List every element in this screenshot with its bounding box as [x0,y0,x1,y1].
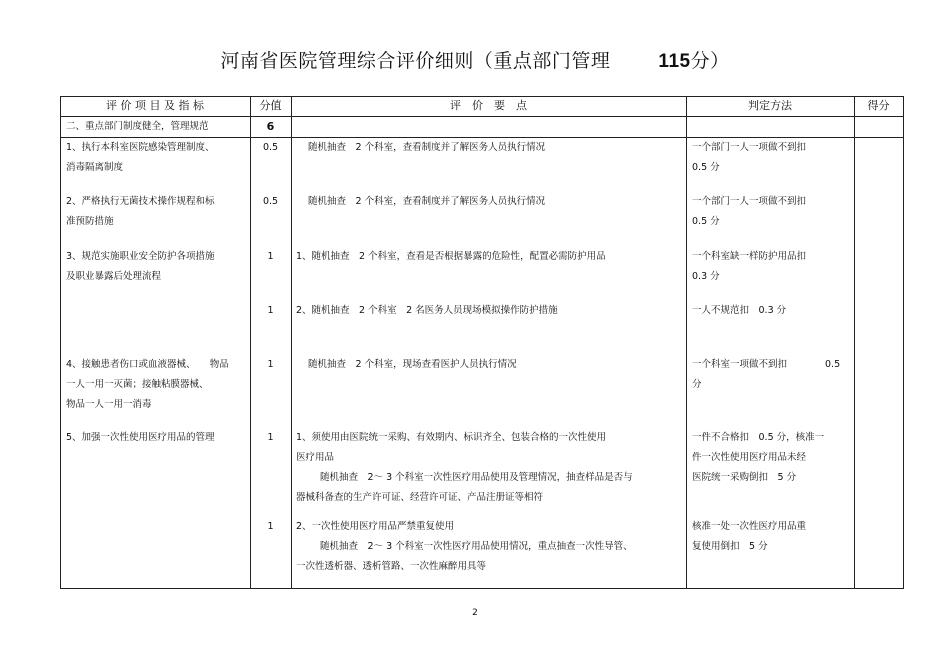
table-row-item [66,355,250,415]
item-line: 5、加强一次性使用医疗用品的管理 [66,432,215,443]
points-line: 随机抽查 2 个科室，查看制度并了解医务人员执行情况 [308,142,546,153]
method-line: 件一次性使用医疗用品未经 [692,452,807,463]
table-row-item [66,138,250,178]
row-score: 1 [267,305,274,316]
row-method [692,428,852,488]
page-number: 2 [472,608,478,618]
points-text: 随机抽查 2～ 3 个科室一次性医疗用品使用情况，重点抽查一次性导管、 [320,541,633,552]
section-score: 6 [266,120,275,133]
col-border-score [250,96,251,589]
method-line: 一个科室一项做不到扣 0.5 [692,359,841,370]
points-line: 2、随机抽查 2 个科室 2 名医务人员现场模拟操作防护措施 [296,305,558,316]
title-main: 河南省医院管理综合评价细则（重点部门管理 [220,50,611,72]
points-line [296,468,684,488]
row-method [692,301,852,321]
row-method [692,517,852,557]
evaluation-table [60,96,904,589]
points-line: 2、一次性使用医疗用品严禁重复使用 [296,521,455,532]
title-score: 115 [658,51,691,72]
item-line: 一人一用一灭菌；接触粘膜器械、 [66,379,209,390]
method-line: 复使用倒扣 5 分 [692,541,768,552]
method-line: 分 [692,379,702,390]
row-score: 0.5 [262,196,279,207]
header-score: 分值 [259,99,282,112]
method-line: 一人不规范扣 0.3 分 [692,305,787,316]
row-method [692,138,852,178]
points-line: 1、随机抽查 2 个科室，查看是否根据暴露的危险性，配置必需防护用品 [296,251,606,262]
item-line: 1、执行本科室医院感染管理制度、 [66,142,215,153]
header-result: 得分 [867,99,890,112]
col-border-points [291,96,292,589]
item-line: 2、严格执行无菌技术操作规程和标 [66,196,215,207]
method-line: 0.5 分 [692,216,720,227]
title-unit: 分） [690,50,730,72]
points-line: 1、须使用由医院统一采购、有效期内、标识齐全、包装合格的一次性使用 [296,432,607,443]
method-line: 医院统一采购倒扣 5 分 [692,472,797,483]
row-points [296,301,684,321]
points-line [296,537,684,557]
method-line: 一个部门一人一项做不到扣 [692,196,807,207]
points-line: 随机抽查 2 个科室，查看制度并了解医务人员执行情况 [308,196,546,207]
row-score: 0.5 [262,142,279,153]
item-line: 及职业暴露后处理流程 [66,271,162,282]
points-line: 一次性透析器、透析管路、一次性麻醉用具等 [296,561,487,572]
method-line: 一个科室缺一样防护用品扣 [692,251,807,262]
points-line: 器械科备查的生产许可证、经营许可证、产品注册证等相符 [296,492,544,503]
row-method [692,247,852,287]
row-points [296,428,684,508]
table-row-item [66,428,250,448]
method-line: 0.5 分 [692,162,720,173]
item-line: 3、规范实施职业安全防护各项措施 [66,251,215,262]
col-border-result [854,96,855,589]
row-score: 1 [267,432,274,443]
item-line: 4、接触患者伤口或血液器械、 物品 [66,359,229,370]
table-row-item [66,247,250,287]
row-score: 1 [267,521,274,532]
header-points: 评 价 要 点 [450,99,527,112]
method-line: 0.3 分 [692,271,720,282]
row-method [692,192,852,232]
row-points [308,355,682,375]
section-label: 二、重点部门制度健全，管理规范 [66,121,209,132]
row-points [296,247,684,267]
page-title [0,46,950,73]
row-points [308,192,682,212]
row-points [308,138,682,158]
table-row-item [66,192,250,232]
col-border-left [60,96,61,589]
col-border-right [903,96,904,589]
points-line: 医疗用品 [296,452,335,463]
method-line: 一件不合格扣 0.5 分，核准一 [692,432,825,443]
col-border-method [686,96,687,589]
method-line: 一个部门一人一项做不到扣 [692,142,807,153]
table-border-bottom [60,588,904,589]
item-line: 消毒隔离制度 [66,162,124,173]
points-line: 随机抽查 2 个科室，现场查看医护人员执行情况 [308,359,517,370]
header-method: 判定方法 [748,99,792,112]
header-item: 评 价 项 目 及 指 标 [106,99,204,112]
item-line: 物品一人一用一消毒 [66,399,152,410]
row-points [296,517,684,577]
method-line: 核准一处一次性医疗用品重 [692,521,807,532]
item-line: 准预防措施 [66,216,114,227]
row-score: 1 [267,251,274,262]
row-score: 1 [267,359,274,370]
row-method [692,355,852,395]
points-text: 随机抽查 2～ 3 个科室一次性医疗用品使用及管理情况，抽查样品是否与 [320,472,633,483]
